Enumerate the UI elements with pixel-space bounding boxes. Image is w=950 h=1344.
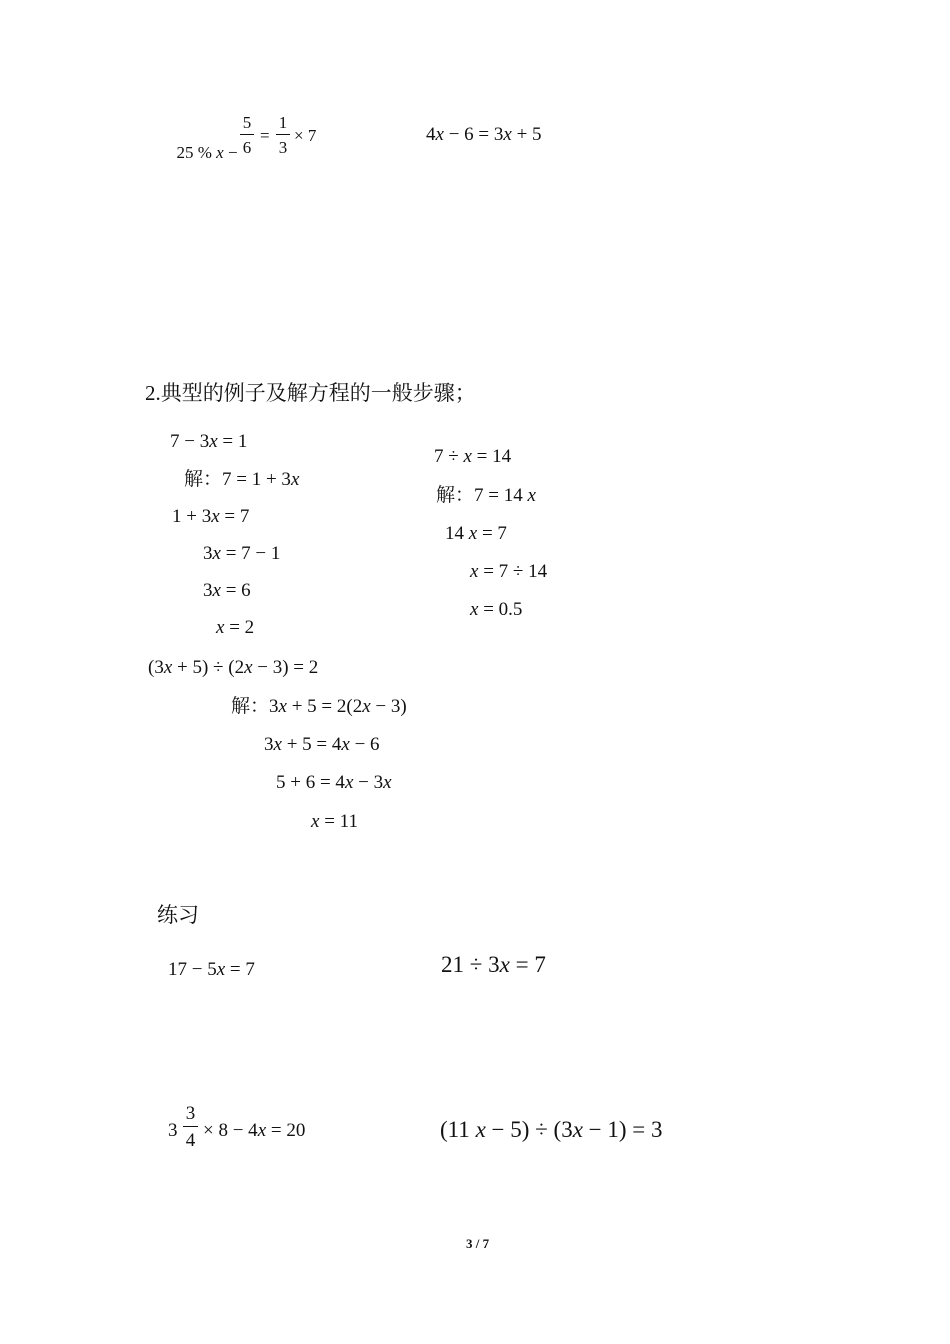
ex2-line-1: 7 ÷ x = 14 — [434, 446, 512, 467]
eq-percent-left: 25 % x − — [176, 143, 238, 162]
equation-4x-6: 4x − 6 = 3x + 5 — [426, 124, 542, 145]
ex3-line-5: x = 11 — [311, 811, 358, 832]
practice-4: (11 x − 5) ÷ (3x − 1) = 3 — [440, 1117, 663, 1142]
ex1-line-4: 3x = 7 − 1 — [203, 543, 281, 564]
page-number: 3 / 7 — [466, 1236, 490, 1251]
practice-3-whole: 3 — [168, 1120, 178, 1141]
practice-3-fraction: 3 4 — [183, 1104, 198, 1150]
ex3-line-1: (3x + 5) ÷ (2x − 3) = 2 — [148, 657, 319, 678]
practice-2: 21 ÷ 3x = 7 — [441, 952, 546, 977]
ex2-line-2: 解：7 = 14 x — [436, 485, 536, 506]
equals-sign: = — [260, 126, 270, 145]
ex1-line-6: x = 2 — [216, 617, 255, 638]
ex2-line-5: x = 0.5 — [470, 599, 523, 620]
ex1-line-2: 解：7 = 1 + 3x — [184, 469, 300, 490]
practice-heading: 练习 — [157, 903, 199, 927]
eq-percent-right: × 7 — [294, 126, 317, 145]
ex3-line-3: 3x + 5 = 4x − 6 — [264, 734, 380, 755]
ex3-line-2: 解：3x + 5 = 2(2x − 3) — [231, 696, 407, 717]
ex1-line-5: 3x = 6 — [203, 580, 251, 601]
ex1-line-3: 1 + 3x = 7 — [172, 506, 250, 527]
section-heading: 2.典型的例子及解方程的一般步骤； — [145, 381, 476, 405]
ex2-line-3: 14 x = 7 — [445, 523, 507, 544]
ex3-line-4: 5 + 6 = 4x − 3x — [276, 772, 392, 793]
ex2-line-4: x = 7 ÷ 14 — [470, 561, 548, 582]
fraction-1-3: 1 3 — [276, 114, 290, 156]
fraction-5-6: 5 6 — [240, 114, 254, 156]
ex1-line-1: 7 − 3x = 1 — [170, 431, 248, 452]
practice-3-rest: × 8 − 4x = 20 — [203, 1120, 306, 1141]
practice-1: 17 − 5x = 7 — [168, 959, 255, 980]
